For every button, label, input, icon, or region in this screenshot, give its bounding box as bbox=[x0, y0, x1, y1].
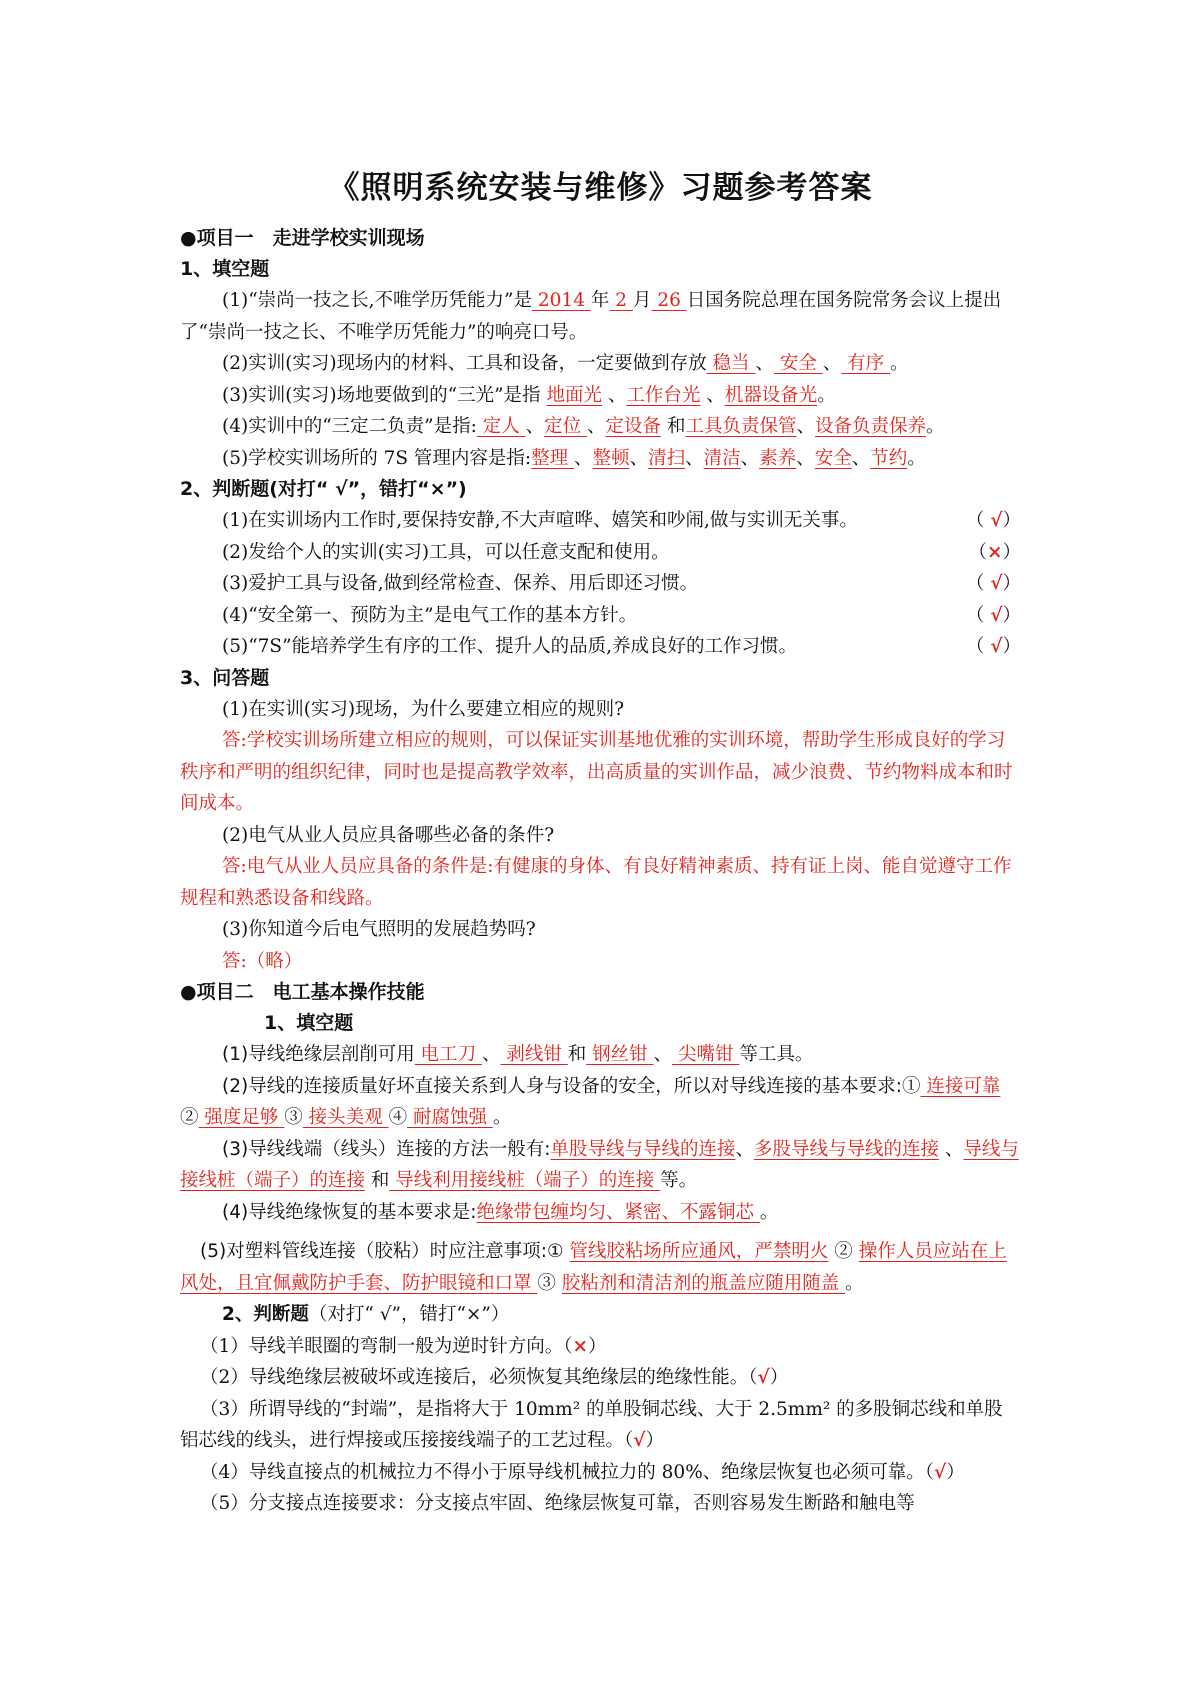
p2-fill-q3: (3)导线线端（线头）连接的方法一般有:单股导线与导线的连接、多股导线与导线的连接 、导线与接线桩（端子）的连接 和 导线利用接线桩（端子）的连接 等。 bbox=[180, 1138, 1019, 1191]
answer-blank: 工具负责保管 bbox=[685, 416, 797, 437]
answer-blank: 耐腐蚀强 bbox=[407, 1107, 493, 1128]
answer-blank: 整顿 bbox=[592, 447, 630, 469]
answer-blank: 清洁 bbox=[703, 447, 741, 469]
answer-blank: 机器设备光 bbox=[724, 384, 818, 406]
p1-judge-item-1: (1)在实训场内工作时,要保持安静,不大声喧哗、嬉笑和吵闹,做与实训无关事。 （ √） bbox=[222, 510, 1021, 531]
answer-blank: 尖嘴钳 bbox=[672, 1044, 740, 1065]
answer-blank: 安全 bbox=[814, 447, 852, 469]
answer-blank: 地面光 bbox=[546, 384, 602, 406]
answer-blank: 26 bbox=[651, 290, 687, 311]
p2-judge-item-4: （4）导线直接点的机械拉力不得小于原导线机械拉力的 80%、绝缘层恢复也必须可靠。（√） bbox=[200, 1461, 965, 1483]
p1-judge-item-3: (3)爱护工具与设备,做到经常检查、保养、用后即还习惯。 （ √） bbox=[222, 573, 1021, 594]
judge-mark: √ bbox=[990, 573, 1003, 594]
answer-blank: 节约 bbox=[870, 447, 908, 469]
p1-judge-item-2: (2)发给个人的实训(实习)工具，可以任意支配和使用。 （×） bbox=[222, 541, 1021, 563]
answer-blank: 导线与接线桩（端子）的连接 bbox=[180, 1138, 1019, 1191]
p1-judge-item-5: (5)“7S”能培养学生有序的工作、提升人的品质,养成良好的工作习惯。 （ √） bbox=[222, 636, 1021, 657]
answer-blank: 稳当 bbox=[706, 353, 756, 374]
judge-mark: √ bbox=[934, 1461, 947, 1483]
p1-fill-q5: (5)学校实训场所的 7S 管理内容是指:整理 、整顿、清扫、清洁、素养、安全、节约。 bbox=[222, 447, 926, 469]
p1-fill-q3: (3)实训(实习)场地要做到的“三光”是指 地面光 、工作台光 、机器设备光。 bbox=[222, 384, 836, 406]
answer-blank: 强度足够 bbox=[198, 1107, 285, 1128]
p2-judge-item-3: （3）所谓导线的“封端”，是指将大于 10mm² 的单股铜芯线、大于 2.5mm² 的多股铜芯线和单股铝芯线的线头，进行焊接或压接接线端子的工艺过程。（√） bbox=[180, 1398, 1003, 1451]
judge-mark: √ bbox=[990, 604, 1003, 626]
answer-blank: 管线胶粘场所应通风，严禁明火 bbox=[569, 1241, 829, 1262]
judge-mark: × bbox=[986, 541, 1003, 563]
answer-blank: 连接可靠 bbox=[920, 1075, 1001, 1097]
answer-blank: 导线利用接线桩（端子）的连接 bbox=[389, 1170, 661, 1191]
answer-blank: 单股导线与导线的连接 bbox=[550, 1138, 736, 1160]
answer-blank: 绝缘带包缠均匀、紧密、不露铜芯 bbox=[476, 1201, 760, 1223]
p1-qa-a1: 答:学校实训场所建立相应的规则，可以保证实训基地优雅的实训环境，帮助学生形成良好的学习秩序和严明的组织纪律，同时也是提高教学效率，出高质量的实训作品，减少浪费、节约物料成本和时间成本。 bbox=[180, 730, 1013, 814]
p2-fill-q1: (1)导线绝缘层剖削可用 电工刀 、 剥线钳 和 钢丝钳 、 尖嘴钳 等工具。 bbox=[222, 1044, 814, 1065]
answer-blank: 有序 bbox=[841, 353, 890, 374]
answer-blank: 清扫 bbox=[648, 447, 686, 469]
answer-blank: 工作台光 bbox=[626, 384, 701, 406]
project1-heading: ●项目一 走进学校实训现场 bbox=[180, 227, 425, 249]
answer-blank: 多股导线与导线的连接 bbox=[753, 1138, 939, 1160]
answer-blank: 剥线钳 bbox=[500, 1044, 568, 1065]
answer-blank: 操作人员应站在上风处，且宜佩戴防护手套、防护眼镜和口罩 bbox=[180, 1241, 1007, 1294]
p2-judge-item-2: （2）导线绝缘层被破坏或连接后，必须恢复其绝缘层的绝缘性能。（√） bbox=[200, 1367, 789, 1388]
answer-blank: 2 bbox=[609, 290, 633, 311]
judge-mark: × bbox=[572, 1335, 589, 1357]
p2-fill-q4: (4)导线绝缘恢复的基本要求是:绝缘带包缠均匀、紧密、不露铜芯 。 bbox=[222, 1201, 779, 1223]
answer-blank: 设备负责保养 bbox=[814, 416, 926, 437]
p1-qa-heading: 3、问答题 bbox=[180, 666, 270, 689]
p2-judge-heading-line: 2、判断题（对打“ √”，错打“×”） bbox=[222, 1304, 510, 1325]
p2-fill-heading: 1、填空题 bbox=[264, 1012, 354, 1034]
p1-qa-q1: (1)在实训(实习)现场，为什么要建立相应的规则? bbox=[222, 698, 625, 720]
answer-blank: 定设备 bbox=[605, 416, 662, 437]
p1-judge-heading: 2、判断题(对打“ √”，错打“×”) bbox=[180, 478, 467, 500]
p1-judge-item-4: (4)“安全第一、预防为主”是电气工作的基本方针。 （ √） bbox=[222, 604, 1021, 626]
answer-blank: 定人 bbox=[476, 416, 526, 437]
answer-blank: 钢丝钳 bbox=[586, 1044, 654, 1065]
p1-qa-a3: 答:（略） bbox=[222, 950, 303, 972]
document-title: 《照明系统安装与维修》习题参考答案 bbox=[328, 170, 873, 206]
p1-fill-q1: (1)“崇尚一技之长,不唯学历凭能力”是 2014 年 2 月 26 日国务院总理在国务院常务会议上提出了“崇尚一技之长、不唯学历凭能力”的响亮口号。 bbox=[180, 290, 1002, 343]
judge-mark: √ bbox=[757, 1367, 770, 1388]
p1-qa-a2: 答:电气从业人员应具备的条件是:有健康的身体、有良好精神素质、持有证上岗、能自觉遵守工作规程和熟悉设备和线路。 bbox=[180, 856, 1012, 909]
p2-judge-item-1: （1）导线羊眼圈的弯制一般为逆时针方向。（×） bbox=[200, 1335, 607, 1357]
answer-blank: 胶粘剂和清洁剂的瓶盖应随用随盖 bbox=[561, 1272, 846, 1294]
p1-qa-q3: (3)你知道今后电气照明的发展趋势吗? bbox=[222, 919, 536, 940]
answer-blank: 定位 bbox=[544, 416, 588, 437]
answer-blank: 安全 bbox=[773, 353, 823, 374]
p1-fill-q4: (4)实训中的“三定二负责”是指: 定人 、定位 、定设备 和工具负责保管、设备负责保养。 bbox=[222, 416, 945, 437]
answer-blank: 电工刀 bbox=[414, 1044, 482, 1065]
p2-judge-item-5: （5）分支接点连接要求：分支接点牢固、绝缘层恢复可靠，否则容易发生断路和触电等 bbox=[200, 1493, 915, 1514]
p1-fill-heading: 1、填空题 bbox=[180, 258, 270, 280]
answer-blank: 2014 bbox=[532, 290, 591, 311]
p1-qa-q2: (2)电气从业人员应具备哪些必备的条件? bbox=[222, 824, 555, 846]
project2-heading: ●项目二 电工基本操作技能 bbox=[180, 981, 425, 1003]
judge-mark: √ bbox=[990, 636, 1003, 657]
p2-judge-heading: 2、判断题 bbox=[222, 1304, 309, 1325]
answer-blank: 接头美观 bbox=[302, 1107, 389, 1128]
p2-fill-q5: (5)对塑料管线连接（胶粘）时应注意事项:① 管线胶粘场所应通风，严禁明火 ② 操作人员应站在上风处，且宜佩戴防护手套、防护眼镜和口罩 ③ 胶粘剂和清洁剂的瓶盖应随用随盖 。 bbox=[180, 1241, 1007, 1294]
answer-blank: 素养 bbox=[759, 447, 797, 469]
answer-blank: 整理 bbox=[531, 447, 575, 469]
p2-fill-q2: (2)导线的连接质量好坏直接关系到人身与设备的安全，所以对导线连接的基本要求:① 连接可靠 ② 强度足够 ③ 接头美观 ④ 耐腐蚀强 。 bbox=[180, 1075, 1001, 1128]
judge-mark: √ bbox=[633, 1430, 646, 1451]
p1-fill-q2: (2)实训(实习)现场内的材料、工具和设备，一定要做到存放 稳当 、 安全 、 有序 。 bbox=[222, 353, 909, 374]
judge-mark: √ bbox=[990, 510, 1003, 531]
